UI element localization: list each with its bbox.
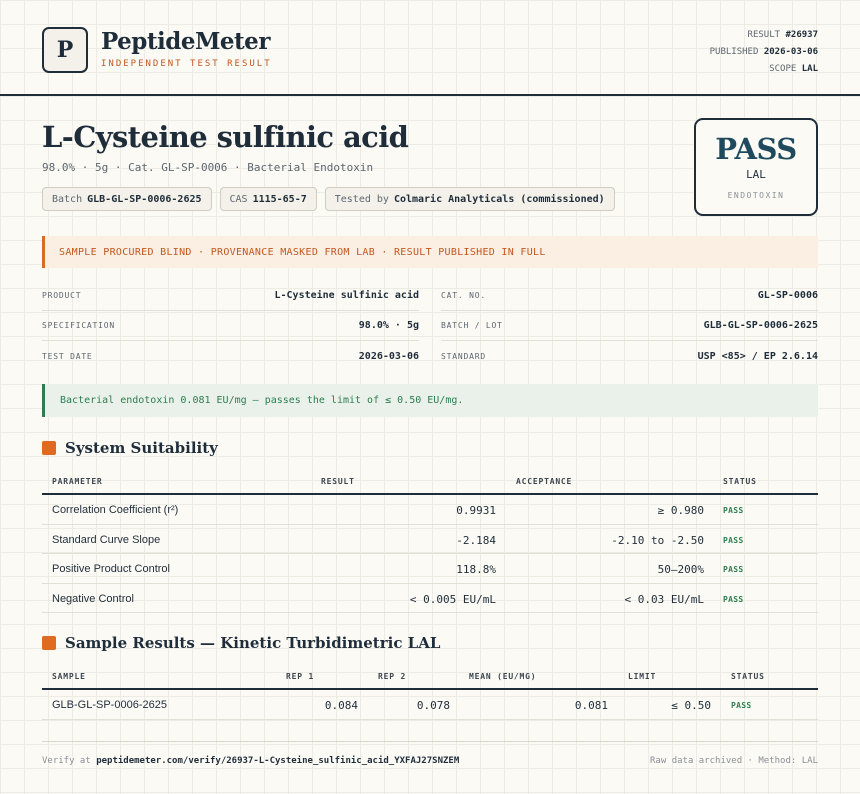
info-specification — [42, 311, 419, 341]
suitability-heading — [42, 439, 218, 457]
col-header: REP 2 — [378, 672, 407, 681]
product-subtitle: 98.0% · 5g · Cat. GL-SP-0006 · Bacterial Endotoxin — [42, 161, 374, 174]
chip-label: Batch — [52, 193, 83, 205]
section-marker-icon — [42, 636, 56, 650]
chip-value: GLB-GL-SP-0006-2625 — [87, 193, 202, 205]
suitability-table — [42, 467, 818, 613]
brand-tagline: INDEPENDENT TEST RESULT — [101, 59, 272, 69]
meta-value: LAL — [801, 64, 818, 74]
status-badge: PASS — [723, 535, 744, 545]
meta-published — [710, 44, 818, 61]
info-value: 98.0% · 5g — [358, 320, 419, 331]
col-header: LIMIT — [628, 672, 657, 681]
report-meta — [710, 27, 818, 78]
brand-name[interactable]: PeptideMeter — [101, 28, 270, 55]
meta-label: RESULT — [747, 30, 781, 40]
section-title: System Suitability — [65, 439, 218, 457]
info-product — [42, 281, 419, 311]
section-title: Sample Results — Kinetic Turbidimetric LAL — [65, 634, 441, 652]
footer-note: Raw data archived · Method: LAL — [650, 756, 818, 766]
info-key: BATCH / LOT — [441, 321, 503, 330]
cell-acceptance: ≥ 0.980 — [657, 504, 704, 517]
verify-link[interactable]: peptidemeter.com/verify/26937-L-Cysteine_sulfinic_acid_YXFAJ27SNZEM — [96, 756, 460, 766]
meta-label: SCOPE — [769, 64, 797, 74]
cell-mean: 0.081 — [574, 699, 608, 712]
cell-acceptance: < 0.03 EU/mL — [624, 592, 704, 606]
info-test-date — [42, 341, 419, 371]
info-standard — [441, 341, 818, 371]
result-banner: Bacterial endotoxin 0.081 EU/mg — passes the limit of ≤ 0.50 EU/mg. — [42, 384, 818, 417]
product-chips — [42, 187, 615, 211]
page-title: L-Cysteine sulfinic acid — [42, 120, 409, 154]
col-header: MEAN (EU/MG) — [469, 672, 537, 681]
cell-param: Standard Curve Slope — [52, 533, 161, 546]
cell-sample: GLB-GL-SP-0006-2625 — [52, 699, 167, 711]
info-key: TEST DATE — [42, 351, 93, 361]
samples-heading — [42, 634, 440, 652]
col-header: PARAMETER — [52, 477, 103, 486]
col-header: STATUS — [731, 672, 765, 681]
cell-limit: ≤ 0.50 — [671, 699, 711, 712]
badge-type: ENDOTOXIN — [727, 191, 785, 200]
info-key: CAT. NO. — [441, 291, 486, 300]
chip-label: Tested by — [334, 193, 389, 205]
verify-label: Verify at — [42, 756, 91, 766]
chip-label: CAS — [229, 193, 248, 205]
status-badge: PASS — [723, 506, 744, 515]
pass-badge — [694, 118, 818, 216]
status-badge: PASS — [731, 701, 752, 710]
table-row — [42, 690, 818, 720]
cell-acceptance: 50–200% — [657, 563, 704, 576]
info-value: L-Cysteine sulfinic acid — [274, 290, 419, 301]
batch-chip — [42, 187, 212, 211]
status-badge: PASS — [723, 565, 744, 574]
info-batch-lot — [441, 311, 818, 341]
badge-verdict: PASS — [715, 132, 797, 166]
blind-sample-notice: SAMPLE PROCURED BLIND · PROVENANCE MASKED FROM LAB · RESULT PUBLISHED IN FULL — [42, 236, 818, 268]
meta-result — [710, 27, 818, 44]
info-value: GLB-GL-SP-0006-2625 — [703, 320, 818, 331]
table-row — [42, 525, 818, 555]
info-key: STANDARD — [441, 351, 486, 361]
cell-rep1: 0.084 — [324, 699, 358, 712]
cell-acceptance: -2.10 to -2.50 — [611, 533, 704, 547]
col-header: STATUS — [723, 477, 757, 486]
table-row — [42, 495, 818, 525]
meta-value: 2026-03-06 — [763, 47, 818, 57]
section-marker-icon — [42, 441, 56, 455]
info-cat-no — [441, 281, 818, 311]
cell-result: < 0.005 EU/mL — [409, 592, 496, 606]
info-value: GL-SP-0006 — [757, 290, 818, 301]
cell-param: Negative Control — [52, 592, 134, 605]
col-header: ACCEPTANCE — [516, 477, 573, 486]
cell-rep2: 0.078 — [416, 699, 450, 712]
chip-value: Colmaric Analyticals (commissioned) — [393, 193, 605, 205]
info-value: 2026-03-06 — [358, 350, 419, 362]
table-header — [42, 467, 818, 495]
badge-assay: LAL — [746, 168, 766, 181]
chip-value: 1115-65-7 — [252, 193, 307, 205]
col-header: SAMPLE — [52, 672, 86, 681]
tested-by-chip — [325, 187, 615, 211]
col-header: RESULT — [321, 477, 355, 486]
col-header: REP 1 — [286, 672, 315, 681]
cell-result: 0.9931 — [456, 504, 496, 517]
samples-table — [42, 662, 818, 720]
cell-result: -2.184 — [456, 533, 496, 547]
table-row — [42, 554, 818, 584]
meta-label: PUBLISHED — [709, 47, 759, 57]
table-header — [42, 662, 818, 690]
status-badge: PASS — [723, 594, 744, 604]
cell-param: Positive Product Control — [52, 563, 170, 575]
meta-scope — [710, 61, 818, 78]
cas-chip — [220, 187, 317, 211]
cell-result: 118.8% — [456, 563, 496, 576]
logo: P — [42, 27, 88, 73]
meta-value: #26937 — [785, 30, 818, 40]
table-row — [42, 584, 818, 614]
cell-param: Correlation Coefficient (r²) — [52, 504, 179, 516]
info-value: USP <85> / EP 2.6.14 — [697, 350, 818, 362]
verify-line — [42, 756, 459, 766]
info-key: SPECIFICATION — [42, 321, 116, 330]
info-key: PRODUCT — [42, 291, 82, 300]
footer — [42, 741, 818, 766]
header — [0, 0, 860, 96]
